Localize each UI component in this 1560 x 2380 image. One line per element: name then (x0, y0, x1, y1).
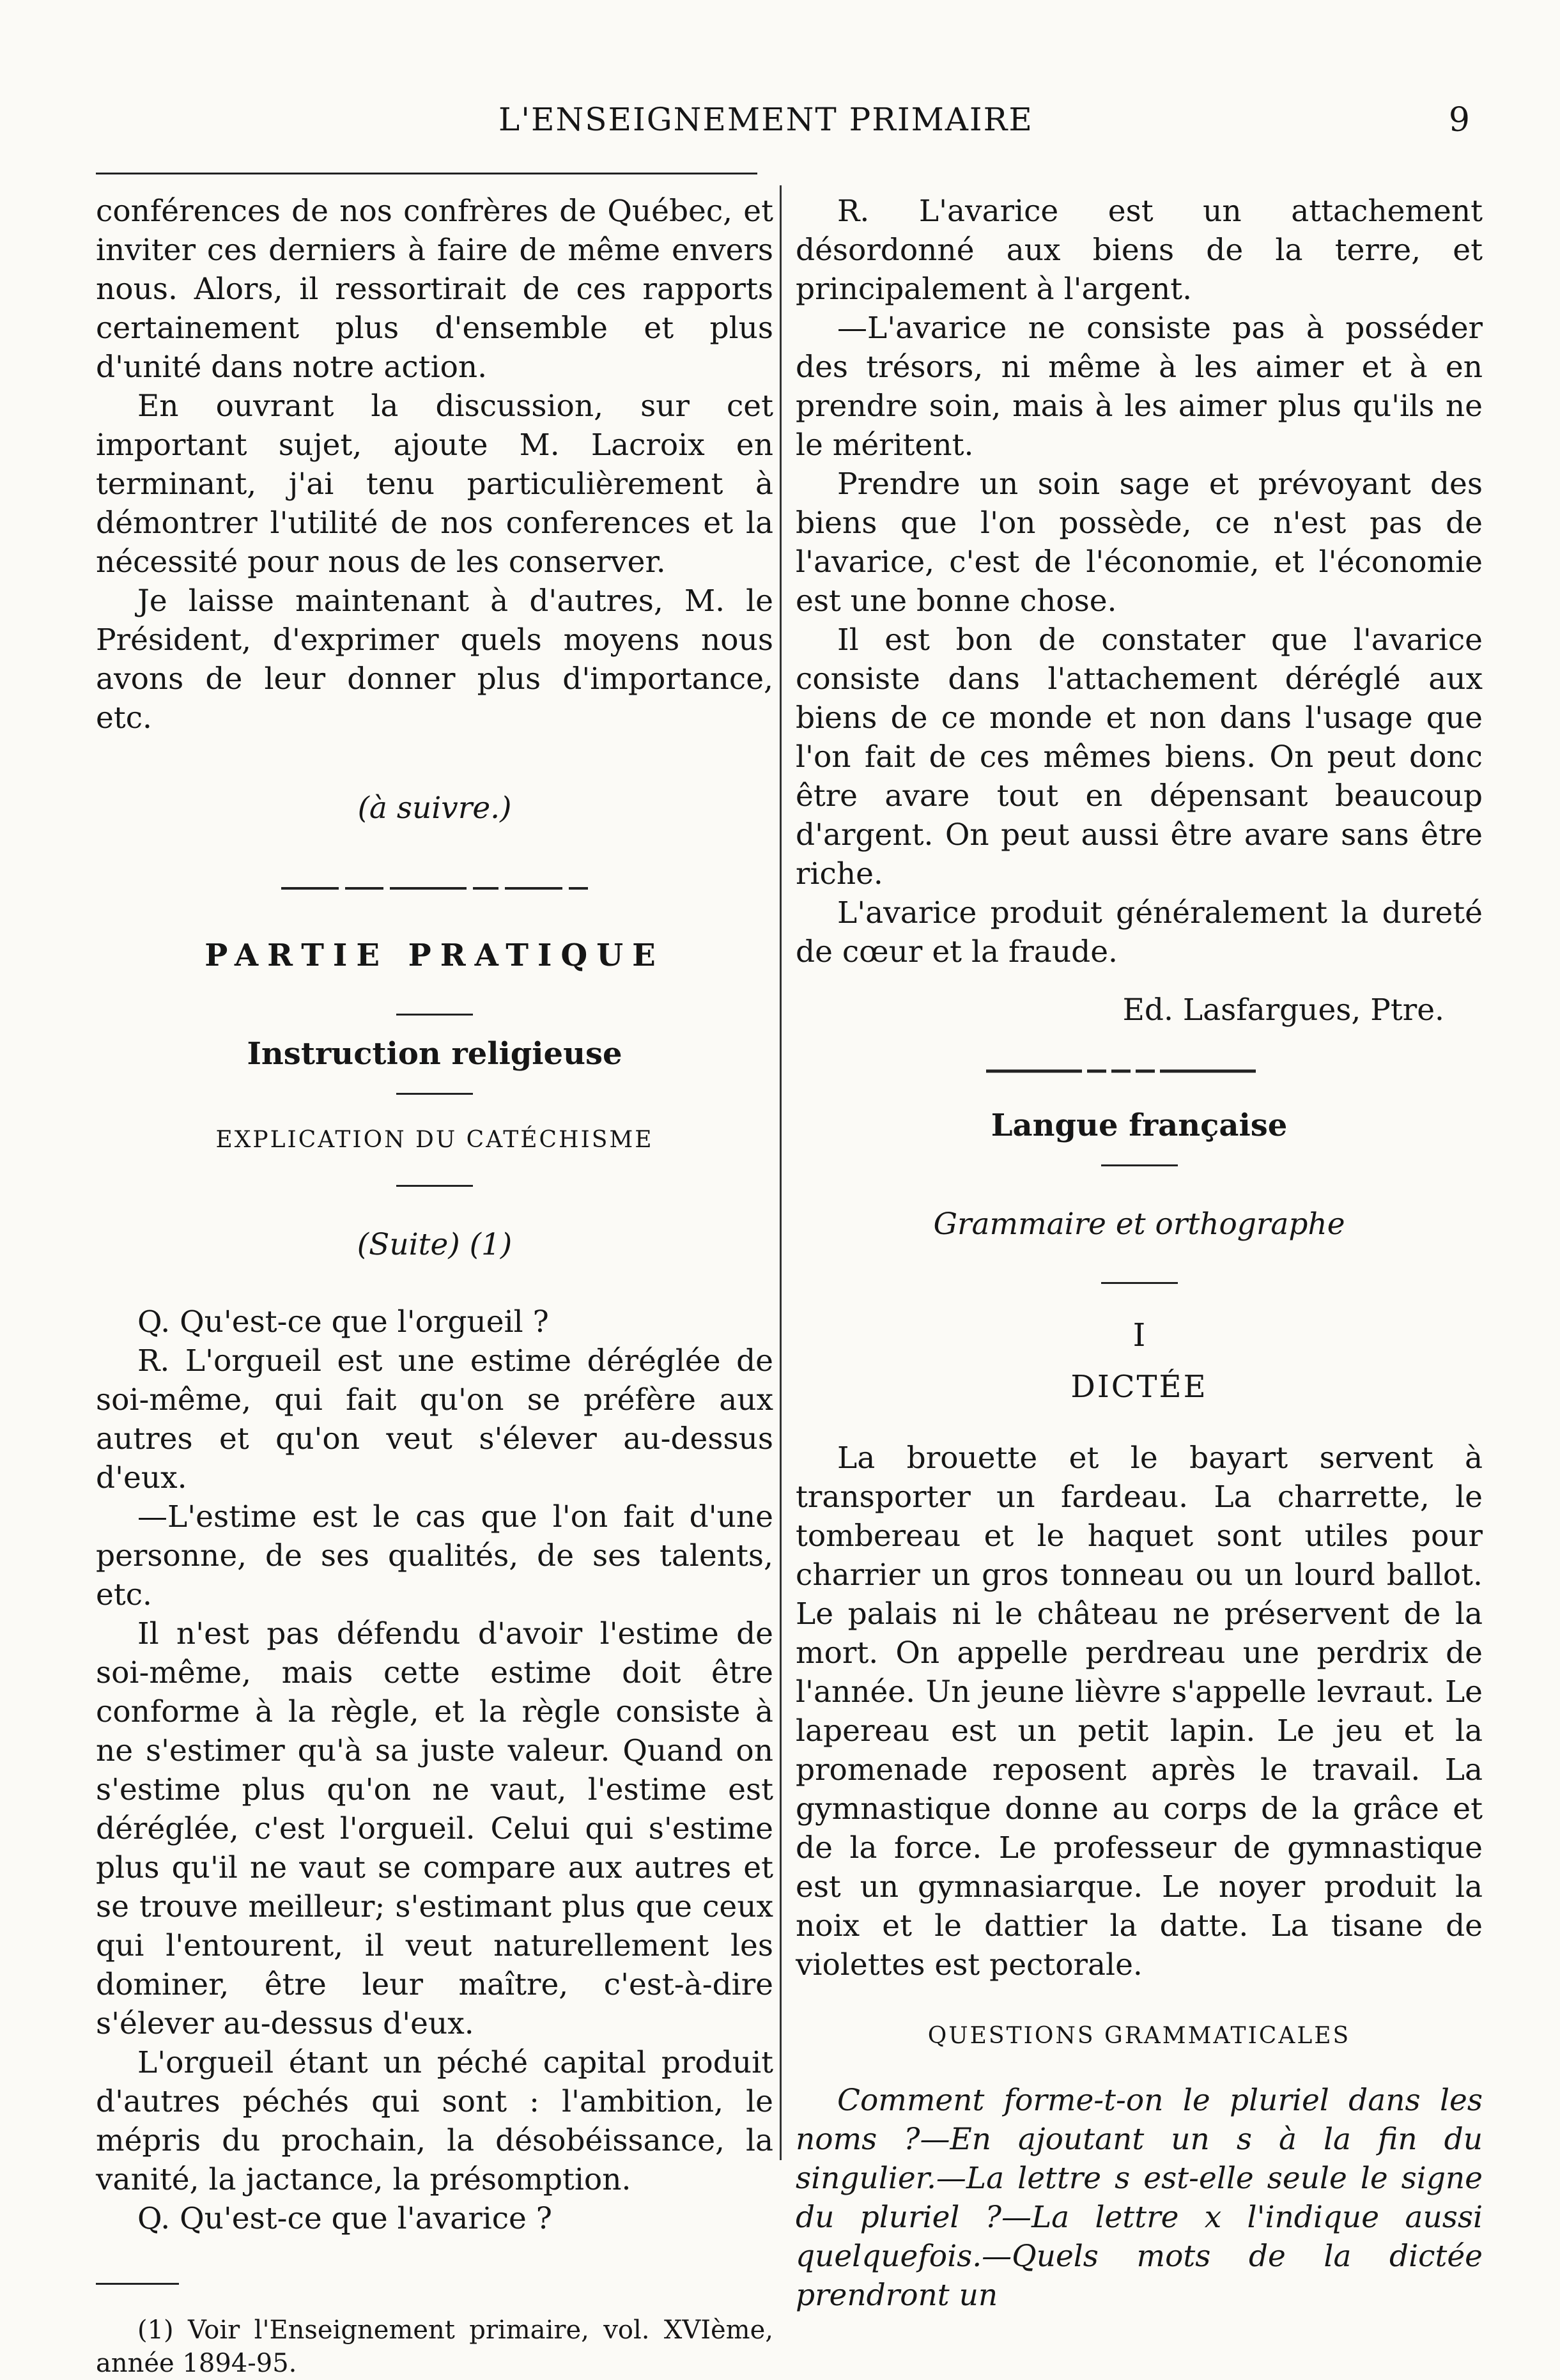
left-column (96, 192, 773, 2380)
subheading: EXPLICATION DU CATÉCHISME (215, 1127, 654, 1153)
header-rule (96, 173, 757, 174)
divider (396, 1185, 473, 1187)
question: Q. Qu'est-ce que l'avarice ? (137, 2201, 553, 2236)
lesson-number: I (1132, 1317, 1146, 1354)
paragraph: L'avarice produit généralement la dureté de cœur et la fraude. (796, 895, 1483, 970)
to-follow-note: (à suivre.) (357, 791, 512, 826)
ornamental-rule (986, 1068, 1293, 1074)
author-signature: Ed. Lasfargues, Ptre. (1122, 993, 1444, 1028)
ornamental-rule (281, 885, 588, 892)
catechism-section (96, 1302, 773, 2238)
divider (1101, 1164, 1178, 1166)
paragraph: Je laisse maintenant à d'autres, M. le Président, d'exprimer quels moyens nous avons de leur donner plus d'importance, etc. (96, 583, 773, 736)
grammar-questions: Comment forme-t-on le pluriel dans les noms ?—En ajoutant un s à la fin du singulier.—La lettre s est-elle seule le signe du pluriel ?—La lettre x l'indique aussi quelquefois.—Quels mots de la dictée prendront un (796, 2083, 1483, 2313)
column-divider (780, 185, 782, 2160)
divider (396, 1014, 473, 1016)
paragraph: —L'estime est le cas que l'on fait d'une personne, de ses qualités, de ses talents, etc. (96, 1499, 773, 1612)
paragraph: —L'avarice ne consiste pas à posséder des trésors, ni même à les aimer et à en prendre soin, mais à les aimer plus qu'ils ne le méritent. (796, 311, 1483, 463)
divider (1101, 1282, 1178, 1284)
answer: R. L'avarice est un attachement désordonné aux biens de la terre, et principalement à l'argent. (796, 194, 1483, 307)
subsection-title: Instruction religieuse (247, 1036, 622, 1072)
paragraph: En ouvrant la discussion, sur cet important sujet, ajoute M. Lacroix en terminant, j'ai tenu particulièrement à démontrer l'utilité de nos conferences et la nécessité pour nous de les conserver. (96, 389, 773, 580)
page-number: 9 (1448, 101, 1470, 139)
subsection-title: Grammaire et orthographe (933, 1207, 1345, 1242)
paragraph: conférences de nos confrères de Québec, et inviter ces derniers à faire de même envers nous. Alors, il ressortirait de ces rapports certainement plus d'ensemble et plus d'unité dans notre action. (96, 194, 773, 385)
paragraph: Il est bon de constater que l'avarice consiste dans l'attachement déréglé aux biens de ce monde et non dans l'usage que l'on fait de ces mêmes biens. On peut donc être avare tout en dépensant beaucoup d'argent. On peut aussi être avare sans être riche. (796, 622, 1483, 892)
questions-heading: QUESTIONS GRAMMATICALES (927, 2023, 1351, 2049)
divider (396, 1093, 473, 1095)
paragraph: Prendre un soin sage et prévoyant des biens que l'on possède, ce n'est pas de l'avarice, c'est de l'économie, et l'économie est une bonne chose. (796, 467, 1483, 619)
footnote: (1) Voir l'Enseignement primaire, vol. XVIème, année 1894-95. (96, 2315, 773, 2378)
dictation-text: La brouette et le bayart servent à transporter un fardeau. La charrette, le tombereau et le haquet sont utiles pour charrier un gros tonneau ou un lourd ballot. Le palais ni le château ne préservent de la mort. On appelle perdreau une perdrix de l'année. Un jeune lièvre s'appelle levraut. Le lapereau est un petit lapin. Le jeu et la promenade reposent après le travail. La gymnastique donne au corps de la grâce et de la force. Le professeur de gymnastique est un gymnasiarque. Le noyer produit la noix et le dattier la datte. La tisane de violettes est pectorale. (796, 1441, 1483, 1982)
section-title: Langue française (991, 1108, 1288, 1143)
running-header (96, 101, 1470, 152)
paragraph: Il n'est pas défendu d'avoir l'estime de soi-même, mais cette estime doit être conforme à la règle, et la règle consiste à ne s'estimer qu'à sa juste valeur. Quand on s'estime plus qu'on ne vaut, l'estime est déréglée, c'est l'orgueil. Celui qui s'estime plus qu'il ne vaut se compare aux autres et se trouve meilleur; s'estimant plus que ceux qui l'entourent, il veut naturellement les dominer, être leur maître, c'est-à-dire s'élever au-dessus d'eux. (96, 1616, 773, 2041)
paragraph: L'orgueil étant un péché capital produit d'autres péchés qui sont : l'ambition, le mépris du prochain, la désobéissance, la vanité, la jactance, la présomption. (96, 2045, 773, 2197)
right-column (796, 192, 1483, 2315)
continued-label: (Suite) (1) (357, 1227, 513, 1262)
answer: R. L'orgueil est une estime déréglée de soi-même, qui fait qu'on se préfère aux autres et qu'on veut s'élever au-dessus d'eux. (96, 1343, 773, 1495)
dictation-title: DICTÉE (1070, 1369, 1208, 1405)
journal-title: L'ENSEIGNEMENT PRIMAIRE (498, 101, 1033, 138)
question: Q. Qu'est-ce que l'orgueil ? (137, 1304, 549, 1340)
section-title: PARTIE PRATIQUE (205, 938, 665, 973)
footnote-rule (96, 2283, 179, 2285)
